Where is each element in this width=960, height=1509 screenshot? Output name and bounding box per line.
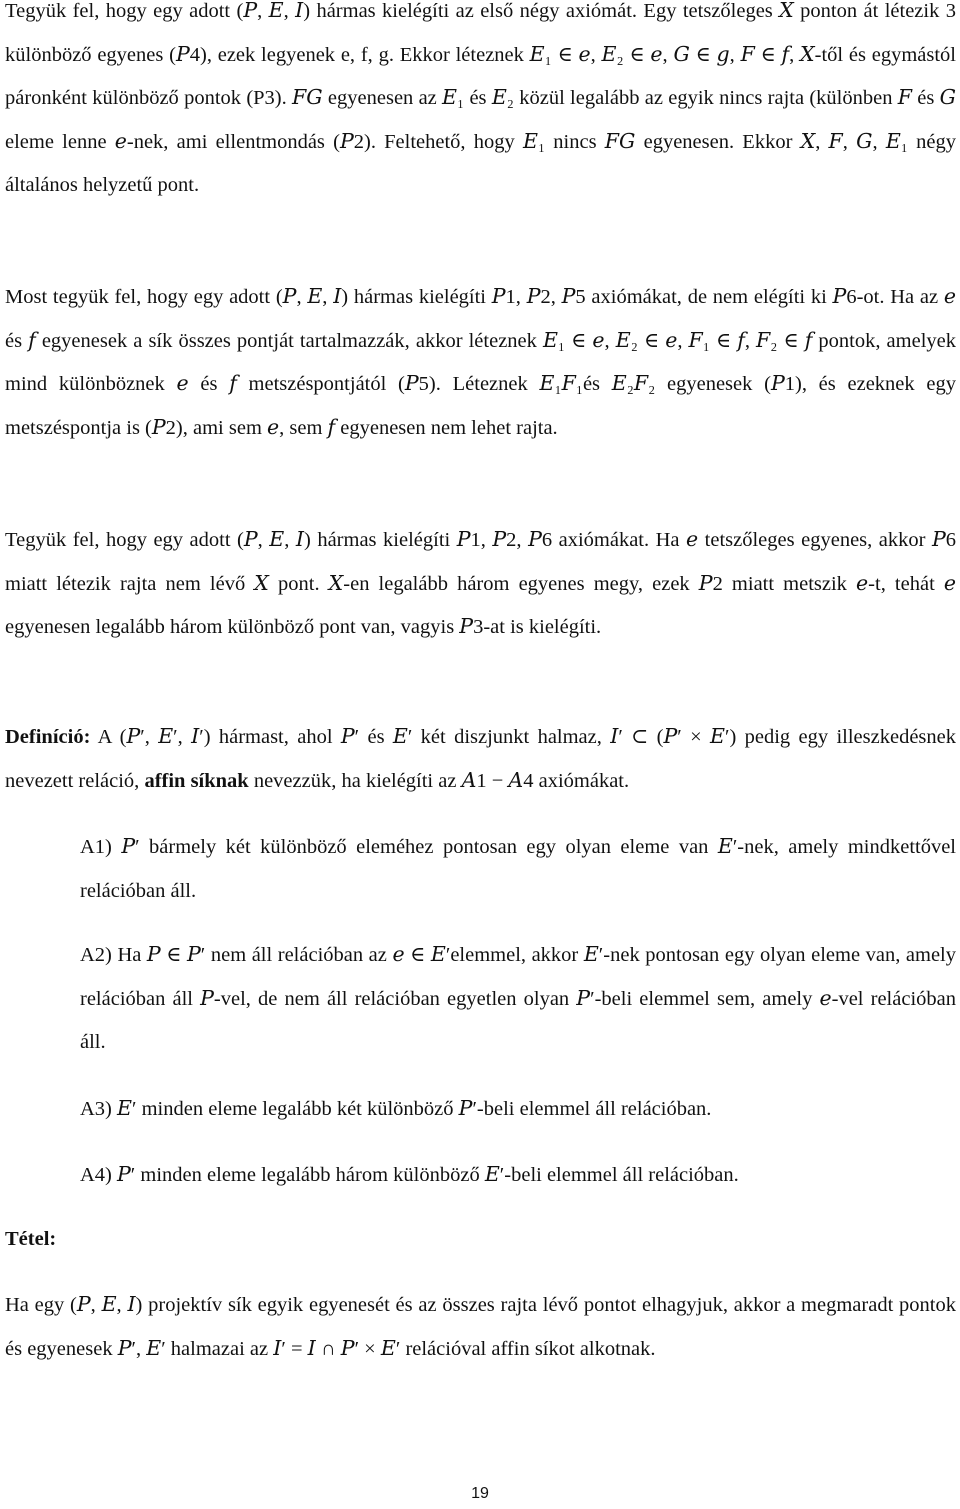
definition-label: Definíció: — [5, 726, 91, 748]
definition-term: affin síknak — [144, 769, 249, 792]
page-number: 19 — [471, 1485, 489, 1502]
paragraph-proof-3: Tegyük fel, hogy egy adott (𝑃, 𝐸, 𝐼) hármas kielégíti 𝑃1, 𝑃2, 𝑃6 axiómákat. Ha 𝑒 tetszőleges egyenes, akkor 𝑃6 miatt létezik rajta nem lévő 𝑋 pont. 𝑋-en legalább három egyenes megy, ezek 𝑃2 miatt metszik 𝑒-t, tehát 𝑒 egyenesen legalább három különböző pont van, vagyis 𝑃3-at is kielégíti. — [5, 529, 956, 638]
axiom-a2: A2) Ha 𝑃 ∈ 𝑃′ nem áll relációban az 𝑒 ∈ 𝐸′elemmel, akkor 𝐸′-nek pontosan egy olyan eleme van, amely relációban áll 𝑃-vel, de nem áll relációban egyetlen olyan 𝑃′-beli elemmel sem, amely 𝑒-vel relációban áll. — [80, 944, 956, 1053]
definition-text-before: A (𝑃′, 𝐸′, 𝐼′) hármast, ahol 𝑃′ és 𝐸′ két diszjunkt halmaz, 𝐼′ ⊂ (𝑃′ × 𝐸′) pedig egy illeszkedésnek nevezett reláció, — [5, 726, 956, 792]
axiom-a1: A1) 𝑃′ bármely két különböző eleméhez pontosan egy olyan eleme van 𝐸′-nek, amely mindkettővel relációban áll. — [80, 836, 956, 902]
paragraph-proof-2: Most tegyük fel, hogy egy adott (𝑃, 𝐸, 𝐼) hármas kielégíti 𝑃1, 𝑃2, 𝑃5 axiómákat, de nem elégíti ki 𝑃6-ot. Ha az 𝑒 és 𝑓 egyenesek a sík összes pontját tartalmazzák, akkor léteznek 𝐸₁ ∈ 𝑒, 𝐸₂ ∈ 𝑒, 𝐹₁ ∈ 𝑓, 𝐹₂ ∈ 𝑓 pontok, amelyek mind különböznek 𝑒 és 𝑓 metszéspontjától (𝑃5). Léteznek 𝐸₁𝐹₁és 𝐸₂𝐹₂ egyenesek (𝑃1), és ezeknek egy metszéspontja is (𝑃2), ami sem 𝑒, sem 𝑓 egyenesen nem lehet rajta. — [5, 286, 956, 439]
axiom-a3: A3) 𝐸′ minden eleme legalább két különböző 𝑃′-beli elemmel áll relációban. — [80, 1098, 712, 1120]
theorem-label: Tétel: — [5, 1228, 57, 1250]
definition-text-after: nevezzük, ha kielégíti az 𝐴1 − 𝐴4 axiómákat. — [248, 769, 630, 792]
theorem-text: Ha egy (𝑃, 𝐸, 𝐼) projektív sík egyik egyenesét és az összes rajta lévő pontot elhagyjuk, akkor a megmaradt pontok és egyenesek 𝑃′, 𝐸′ halmazai az 𝐼′ = 𝐼 ∩ 𝑃′ × 𝐸′ relációval affin síkot alkotnak. — [5, 1294, 956, 1360]
axiom-a4: A4) 𝑃′ minden eleme legalább három különböző 𝐸′-beli elemmel áll relációban. — [80, 1164, 739, 1186]
definition-paragraph — [5, 716, 956, 803]
paragraph-proof-1: Tegyük fel, hogy egy adott (𝑃, 𝐸, 𝐼) hármas kielégíti az első négy axiómát. Egy tetszőleges 𝑋 ponton át létezik 3 különböző egyenes (𝑃4), ezek legyenek e, f, g. Ekkor léteznek 𝐸₁ ∈ 𝑒, 𝐸₂ ∈ 𝑒, 𝐺 ∈ 𝑔, 𝐹 ∈ 𝑓, 𝑋-től és egymástól páronként különböző pontok (P3). 𝐹𝐺 egyenesen az 𝐸₁ és 𝐸₂ közül legalább az egyik nincs rajta (különben 𝐹 és 𝐺 eleme lenne 𝑒-nek, ami ellentmondás (𝑃2). Feltehető, hogy 𝐸₁ nincs 𝐹𝐺 egyenesen. Ekkor 𝑋, 𝐹, 𝐺, 𝐸₁ négy általános helyzetű pont. — [5, 0, 956, 196]
